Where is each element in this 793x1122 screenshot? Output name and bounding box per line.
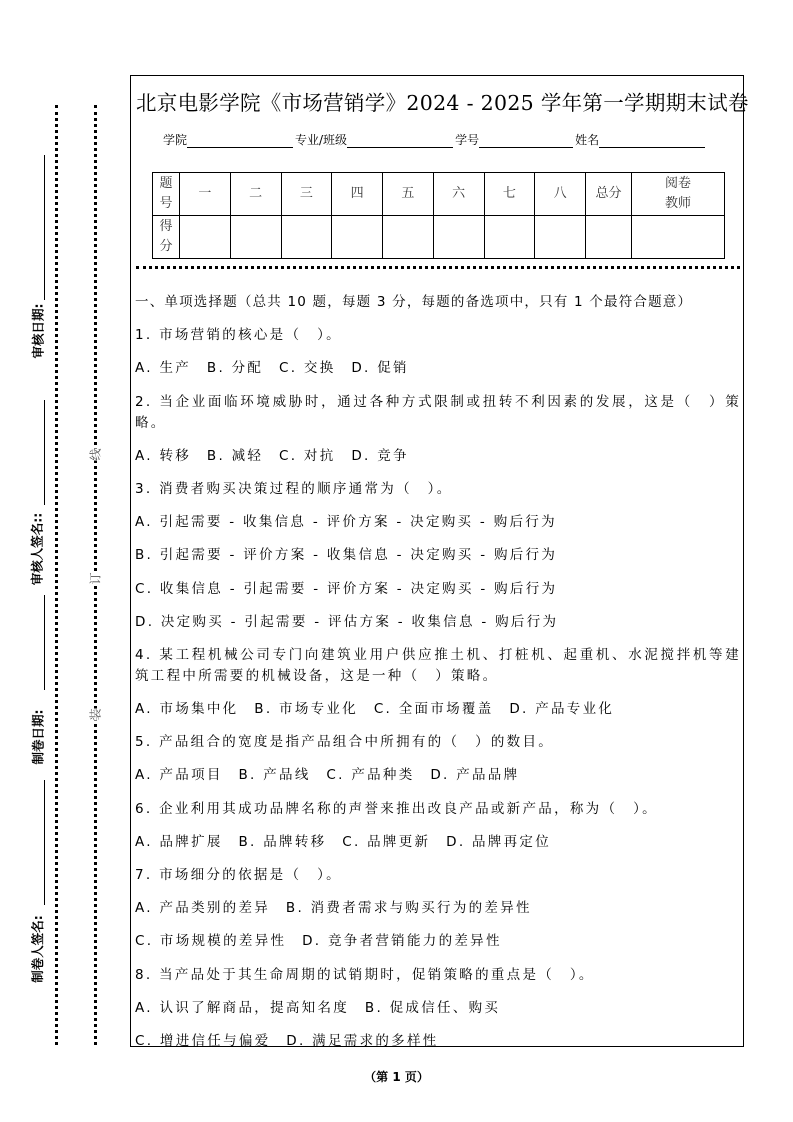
grader-header	[632, 173, 725, 216]
review-date-line	[44, 155, 45, 300]
question-number-header	[153, 173, 180, 216]
question-5: 5. 产品组合的宽度是指产品组合中所拥有的（ ）的数目。	[135, 734, 555, 751]
score-table-header-row	[153, 173, 725, 216]
column-header: 一	[180, 173, 231, 216]
outer-dotted-line	[55, 105, 58, 1045]
major-class-field[interactable]	[347, 133, 453, 148]
column-header: 三	[281, 173, 332, 216]
section-header: 一、单项选择题（总共 10 题，每题 3 分，每题的备选项中，只有 1 个最符合题意）	[135, 294, 693, 310]
name-label: 姓名	[575, 133, 600, 147]
question-1-options: A. 生产 B. 分配 C. 交换 D. 促销	[135, 360, 409, 377]
score-char: 得	[159, 219, 173, 234]
student-id-field[interactable]	[479, 133, 573, 148]
column-header: 七	[484, 173, 535, 216]
question-3-option-b: B. 引起需要 - 评价方案 - 收集信息 - 决定购买 - 购后行为	[135, 547, 558, 564]
grader-cell[interactable]	[632, 216, 725, 259]
prepare-date-label: 制卷日期:	[30, 709, 46, 765]
question-6: 6. 企业利用其成功品牌名称的声誉来推出改良产品或新产品，称为（ ）。	[135, 800, 658, 817]
name-field[interactable]	[599, 133, 705, 148]
question-5-options: A. 产品项目 B. 产品线 C. 产品种类 D. 产品品牌	[135, 767, 520, 784]
review-date-label: 审核日期:	[30, 303, 46, 359]
student-id-label: 学号	[455, 133, 480, 147]
score-cell-total[interactable]	[586, 216, 632, 259]
page-number: （第 1 页）	[364, 1070, 429, 1084]
exam-title: 北京电影学院《市场营销学》2024 - 2025 学年第一学期期末试卷	[136, 91, 749, 115]
score-cell[interactable]	[230, 216, 281, 259]
preparer-signature-line	[44, 780, 45, 905]
reviewer-signature-label: 审核人签名::	[29, 512, 45, 586]
question-4: 4. 某工程机械公司专门向建筑业用户供应推土机、打桩机、起重机、水泥搅拌机等建筑工程中所需要的机械设备，这是一种（ ）策略。	[135, 646, 741, 684]
binding-mark-zhuang: 装	[88, 708, 103, 721]
score-cell[interactable]	[281, 216, 332, 259]
reviewer-signature-line	[44, 400, 45, 505]
college-field[interactable]	[187, 133, 293, 148]
question-3-option-d: D. 决定购买 - 引起需要 - 评估方案 - 收集信息 - 购后行为	[135, 613, 559, 630]
question-8: 8. 当产品处于其生命周期的试销期时，促销策略的重点是（ ）。	[135, 966, 595, 983]
question-2: 2. 当企业面临环境威胁时，通过各种方式限制或扭转不利因素的发展，这是（ ）策略。	[135, 393, 741, 431]
header-char: 号	[159, 196, 173, 211]
prepare-date-line	[44, 595, 45, 690]
score-row-label	[153, 216, 180, 259]
student-info-row	[163, 131, 707, 148]
column-header-total: 总分	[586, 173, 632, 216]
column-header: 八	[535, 173, 586, 216]
question-3-option-c: C. 收集信息 - 引起需要 - 评价方案 - 决定购买 - 购后行为	[135, 580, 558, 597]
score-table	[152, 172, 725, 259]
question-3-option-a: A. 引起需要 - 收集信息 - 评价方案 - 决定购买 - 购后行为	[135, 514, 557, 531]
score-cell[interactable]	[484, 216, 535, 259]
score-cell[interactable]	[332, 216, 383, 259]
question-4-options: A. 市场集中化 B. 市场专业化 C. 全面市场覆盖 D. 产品专业化	[135, 701, 615, 718]
section-divider	[136, 266, 740, 269]
score-cell[interactable]	[433, 216, 484, 259]
column-header: 五	[383, 173, 434, 216]
question-3: 3. 消费者购买决策过程的顺序通常为（ ）。	[135, 480, 453, 497]
column-header: 二	[230, 173, 281, 216]
question-2-options: A. 转移 B. 减轻 C. 对抗 D. 竞争	[135, 447, 409, 464]
score-table-score-row	[153, 216, 725, 259]
major-class-label: 专业/班级	[295, 133, 348, 147]
binding-mark-ding: 订	[88, 572, 103, 585]
score-cell[interactable]	[383, 216, 434, 259]
score-cell[interactable]	[180, 216, 231, 259]
questions	[135, 292, 741, 1064]
question-1: 1. 市场营销的核心是（ ）。	[135, 327, 342, 344]
question-8-options-cd: C. 增进信任与偏爱 D. 满足需求的多样性	[135, 1032, 439, 1049]
college-label: 学院	[163, 133, 188, 147]
header-char: 题	[159, 176, 173, 191]
question-7: 7. 市场细分的依据是（ ）。	[135, 867, 342, 883]
grader-text: 教师	[664, 196, 691, 211]
grader-text: 阅卷	[664, 176, 691, 191]
preparer-signature-label: 制卷人签名:	[29, 915, 45, 983]
question-8-options-ab: A. 认识了解商品，提高知名度 B. 促成信任、购买	[135, 999, 501, 1016]
score-char: 分	[159, 239, 173, 254]
column-header: 六	[433, 173, 484, 216]
question-7-options-ab: A. 产品类别的差异 B. 消费者需求与购买行为的差异性	[135, 900, 532, 917]
binding-mark-xian: 线	[88, 448, 103, 461]
question-6-options: A. 品牌扩展 B. 品牌转移 C. 品牌更新 D. 品牌再定位	[135, 833, 552, 850]
question-7-options-cd: C. 市场规模的差异性 D. 竞争者营销能力的差异性	[135, 933, 502, 950]
score-cell[interactable]	[535, 216, 586, 259]
column-header: 四	[332, 173, 383, 216]
